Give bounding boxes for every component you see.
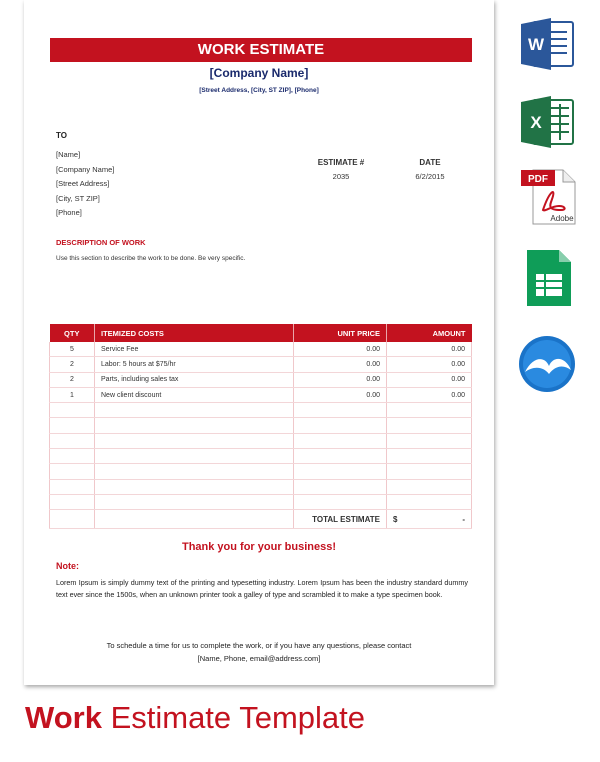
contact-line: To schedule a time for us to complete the work, or if you have any questions, please contact <box>106 641 412 650</box>
row-qty <box>50 403 95 418</box>
note-label: Note: <box>56 561 79 571</box>
table-row <box>50 479 472 494</box>
row-description: Parts, including sales tax <box>95 372 294 387</box>
template-caption <box>25 700 365 736</box>
recipient-line: [Street Address] <box>56 179 110 189</box>
excel-icon[interactable] <box>515 90 579 152</box>
row-description <box>95 479 294 494</box>
company-address: [Street Address, [City, ST ZIP], [Phone] <box>199 87 319 94</box>
row-amount: 0.00 <box>387 342 472 357</box>
row-qty <box>50 418 95 433</box>
row-unit-price <box>294 433 387 448</box>
header-itemized-costs: ITEMIZED COSTS <box>95 324 294 342</box>
row-unit-price: 0.00 <box>294 342 387 357</box>
row-amount <box>387 403 472 418</box>
estimate-document <box>24 0 494 685</box>
row-qty: 2 <box>50 357 95 372</box>
row-unit-price <box>294 418 387 433</box>
row-qty <box>50 449 95 464</box>
row-qty <box>50 479 95 494</box>
row-qty: 1 <box>50 387 95 402</box>
table-row <box>50 342 472 357</box>
adobe-label: Adobe <box>550 214 574 223</box>
table-header-row <box>50 324 472 342</box>
header-amount: AMOUNT <box>387 324 472 342</box>
date-value: 6/2/2015 <box>415 172 445 181</box>
row-qty <box>50 464 95 479</box>
recipient-line: [Name] <box>56 150 81 159</box>
row-amount <box>387 494 472 509</box>
openoffice-icon[interactable] <box>515 334 579 396</box>
table-row <box>50 464 472 479</box>
row-description <box>95 449 294 464</box>
word-icon[interactable] <box>515 12 579 74</box>
total-currency: $ <box>393 514 398 524</box>
row-description: New client discount <box>95 387 294 402</box>
row-qty: 5 <box>50 342 95 357</box>
row-amount: 0.00 <box>387 372 472 387</box>
row-unit-price: 0.00 <box>294 372 387 387</box>
recipient-block <box>56 148 114 221</box>
note-text: Lorem Ipsum is simply dummy text of the printing and typesetting industry. Lorem Ipsum has been the industry standard dummy text ever since the 1500s, when an unknown printer took a galley of type and scrambled it to make a type specimen book. <box>56 578 468 600</box>
document-title: WORK ESTIMATE <box>50 38 472 62</box>
row-description <box>95 403 294 418</box>
row-description: Labor: 5 hours at $75/hr <box>95 357 294 372</box>
recipient-line: [Phone] <box>56 208 82 218</box>
row-unit-price <box>294 449 387 464</box>
row-description <box>95 494 294 509</box>
row-description <box>95 433 294 448</box>
estimate-number-label: ESTIMATE # <box>317 158 365 167</box>
row-unit-price <box>294 479 387 494</box>
word-letter: W <box>527 35 545 54</box>
company-name: [Company Name] <box>209 66 309 80</box>
date-label: DATE <box>419 158 441 167</box>
row-unit-price: 0.00 <box>294 357 387 372</box>
row-amount <box>387 449 472 464</box>
row-description <box>95 464 294 479</box>
row-qty: 2 <box>50 372 95 387</box>
thank-you-message: Thank you for your business! <box>181 541 337 553</box>
contact-details: [Name, Phone, email@address.com] <box>197 653 321 663</box>
table-row <box>50 433 472 448</box>
google-sheets-icon[interactable] <box>515 246 579 308</box>
row-amount <box>387 433 472 448</box>
caption-rest: Estimate Template <box>101 700 365 735</box>
table-row <box>50 387 472 402</box>
pdf-label: PDF <box>528 174 548 185</box>
total-row <box>50 510 472 529</box>
caption-bold: Work <box>25 700 102 735</box>
contact-block <box>24 640 494 665</box>
row-description: Service Fee <box>95 342 294 357</box>
row-unit-price: 0.00 <box>294 387 387 402</box>
row-amount: 0.00 <box>387 387 472 402</box>
row-amount: 0.00 <box>387 357 472 372</box>
row-qty <box>50 494 95 509</box>
table-row <box>50 418 472 433</box>
row-unit-price <box>294 403 387 418</box>
table-row <box>50 494 472 509</box>
row-unit-price <box>294 494 387 509</box>
row-unit-price <box>294 464 387 479</box>
table-row <box>50 403 472 418</box>
cost-table <box>49 324 472 529</box>
row-amount <box>387 464 472 479</box>
header-qty: QTY <box>50 324 95 342</box>
recipient-line: [City, ST ZIP] <box>56 193 100 203</box>
table-row <box>50 357 472 372</box>
table-row <box>50 372 472 387</box>
recipient-line: [Company Name] <box>56 164 115 174</box>
description-text: Use this section to describe the work to be done. Be very specific. <box>56 255 246 262</box>
row-qty <box>50 433 95 448</box>
pdf-icon[interactable] <box>515 166 579 228</box>
total-value: - <box>462 514 465 524</box>
total-value-cell <box>387 510 472 529</box>
excel-letter: X <box>530 113 542 132</box>
description-label: DESCRIPTION OF WORK <box>56 238 146 247</box>
header-unit-price: UNIT PRICE <box>294 324 387 342</box>
row-amount <box>387 418 472 433</box>
row-amount <box>387 479 472 494</box>
table-row <box>50 449 472 464</box>
to-label: TO <box>56 131 67 140</box>
row-description <box>95 418 294 433</box>
estimate-number-value: 2035 <box>332 172 350 181</box>
total-label: TOTAL ESTIMATE <box>294 510 387 529</box>
